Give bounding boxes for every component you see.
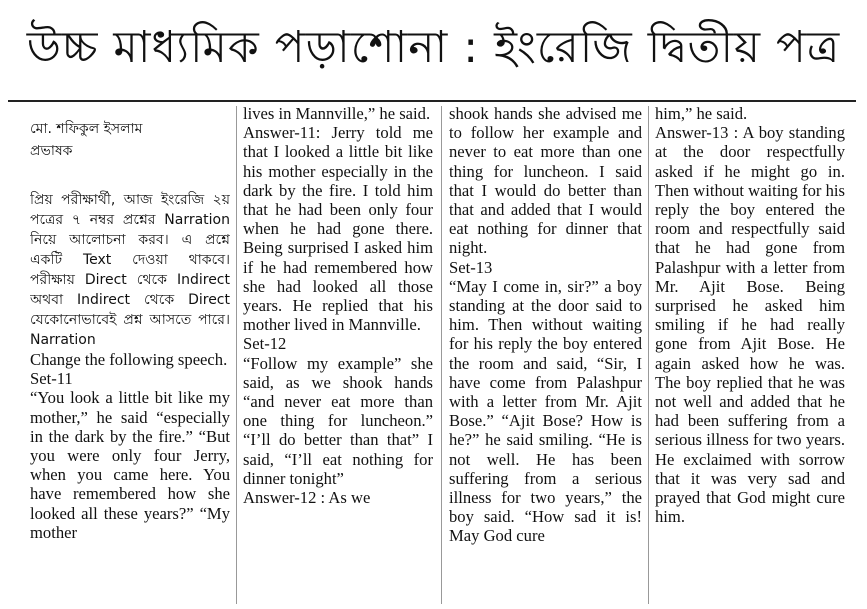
set-12-label: Set-12 xyxy=(243,334,287,354)
answer-11: Answer-11: Jerry told me that I looked a little bit like his mother especially in the dark by the fire. I told him that he had been only four when he had gone there. Being surprised I asked him if he had remembered how she had looked all those years. He replied that his mother lived in Mannville. xyxy=(243,123,433,335)
headline-rule xyxy=(8,100,856,102)
author-designation: প্রভাষক xyxy=(30,143,73,159)
set-13-continuation: him,” he said. xyxy=(655,104,748,123)
column-divider xyxy=(648,106,649,604)
spacer xyxy=(30,162,230,190)
set-11-text: “You look a little bit like my mother,” he said “especially in the dark by the fire.” “But you were only four Jerry, when you came here. You have remembered how she looked all these years?” “My mother xyxy=(30,388,230,542)
answer-13: Answer-13 : A boy standing at the door respectfully asked if he might go in. Then without waiting for his reply the boy entered the room and respectfully said that he had gone from Palashpur with a letter from Mr. Ajit Bose. Being surprised he asked him smiling if he had really gone from Ajit Bose. He again asked how he was. The boy replied that he was not well and added that he had been suffering from a serious illness for two years. He exclaimed with sorrow that it was very sad and prayed that God might cure him. xyxy=(655,123,845,527)
article-column-1 xyxy=(30,104,230,604)
instruction-text: Change the following speech. xyxy=(30,350,228,369)
column-divider xyxy=(441,106,442,604)
article-column-3 xyxy=(449,104,642,604)
set-11-continuation: lives in Mannville,” he said. xyxy=(243,104,431,123)
answer-12-start: Answer-12 : As we xyxy=(243,488,371,508)
page-headline: উচ্চ মাধ্যমিক পড়াশোনা : ইংরেজি দ্বিতীয় পত্র xyxy=(26,22,841,73)
set-13-label: Set-13 xyxy=(449,257,493,277)
intro-paragraph: প্রিয় পরীক্ষার্থী, আজ ইংরেজি ২য় পত্রের ৭ নম্বর প্রশ্নের Narration নিয়ে আলোচনা করব। এ প্রশ্নে একটি Text দেওয়া থাকবে। পরীক্ষায় Direct থেকে Indirect অথবা Indirect থেকে Direct যেকোনোভাবেই প্রশ্ন আসতে পারে। Narration xyxy=(30,192,230,348)
set-11-label: Set-11 xyxy=(30,369,73,389)
article-column-4 xyxy=(655,104,845,604)
answer-12-continuation: shook hands she advised me to follow her example and never to eat more than one thing for luncheon. I said that I would do better than that and added that I would eat nothing for dinner that night. xyxy=(449,104,642,258)
column-divider xyxy=(236,106,237,604)
author-name: মো. শফিকুল ইসলাম xyxy=(30,121,143,137)
author-byline xyxy=(30,118,230,162)
article-column-2 xyxy=(243,104,433,604)
set-12-text: “Follow my example” she said, as we shook hands “and never eat more than one thing for luncheon.” “I’ll do better than that” I said, “I’ll eat nothing for dinner tonight” xyxy=(243,353,433,488)
set-13-text: “May I come in, sir?” a boy standing at the door said to him. Then without waiting for his reply the boy entered the room and said, “Sir, I have come from Palashpur with a letter from Mr. Ajit Bose.” “Ajit Bose? How is he?” he said smiling. “He is not well. He has been suffering from a serious illness for two years,” the boy said. “How sad it is! May God cure xyxy=(449,276,642,546)
